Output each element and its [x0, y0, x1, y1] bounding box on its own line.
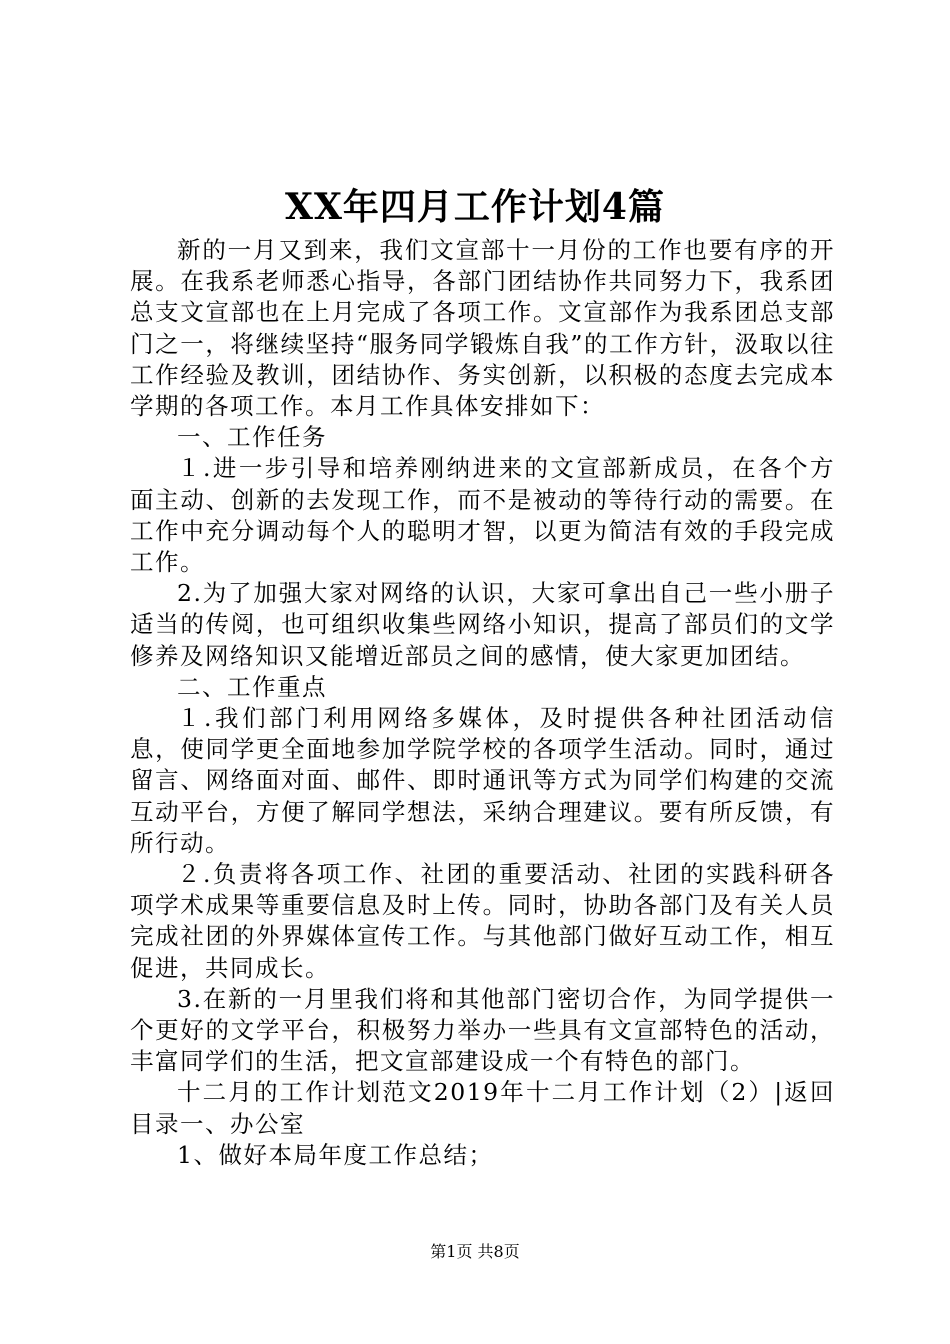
paragraph-focus-1: １.我们部门利用网络多媒体，及时提供各种社团活动信息，使同学更全面地参加学院学校的各项学生活动。同时，通过留言、网络面对面、邮件、即时通讯等方式为同学们构建的交流互动平台，方便了解同学想法，采纳合理建议。要有所反馈，有所行动。	[130, 704, 835, 857]
paragraph-focus-2: ２.负责将各项工作、社团的重要活动、社团的实践科研各项学术成果等重要信息及时上传。同时，协助各部门及有关人员完成社团的外界媒体宣传工作。与其他部门做好互动工作，相互促进，共同成长。	[130, 860, 835, 982]
paragraph-task-2: 2.为了加强大家对网络的认识，大家可拿出自己一些小册子适当的传阅，也可组织收集些网络小知识，提高了部员们的文学修养及网络知识又能增近部员之间的感情，使大家更加团结。	[130, 579, 835, 670]
section-heading-tasks: 一、工作任务	[177, 423, 327, 452]
document-body	[130, 235, 835, 1171]
document-title: XX年四月工作计划4篇	[285, 186, 665, 228]
section-heading-focus: 二、工作重点	[177, 672, 327, 701]
paragraph-december-plan: 十二月的工作计划范文2019年十二月工作计划（2）|返回目录一、办公室	[130, 1078, 835, 1138]
page-number-footer: 第1页 共8页	[430, 1242, 520, 1261]
paragraph-office-item-1: 1、做好本局年度工作总结；	[177, 1140, 494, 1169]
paragraph-task-1: １.进一步引导和培养刚纳进来的文宣部新成员，在各个方面主动、创新的去发现工作，而不是被动的等待行动的需要。在工作中充分调动每个人的聪明才智，以更为简洁有效的手段完成工作。	[130, 454, 835, 577]
paragraph-intro: 新的一月又到来，我们文宣部十一月份的工作也要有序的开展。在我系老师悉心指导，各部门团结协作共同努力下，我系团总支文宣部也在上月完成了各项工作。文宣部作为我系团总支部门之一，将继续坚持“服务同学锻炼自我”的工作方针，汲取以往工作经验及教训，团结协作、务实创新，以积极的态度去完成本学期的各项工作。本月工作具体安排如下：	[130, 236, 835, 421]
paragraph-focus-3: 3.在新的一月里我们将和其他部门密切合作，为同学提供一个更好的文学平台，积极努力举办一些具有文宣部特色的活动，丰富同学们的生活，把文宣部建设成一个有特色的部门。	[130, 984, 835, 1076]
